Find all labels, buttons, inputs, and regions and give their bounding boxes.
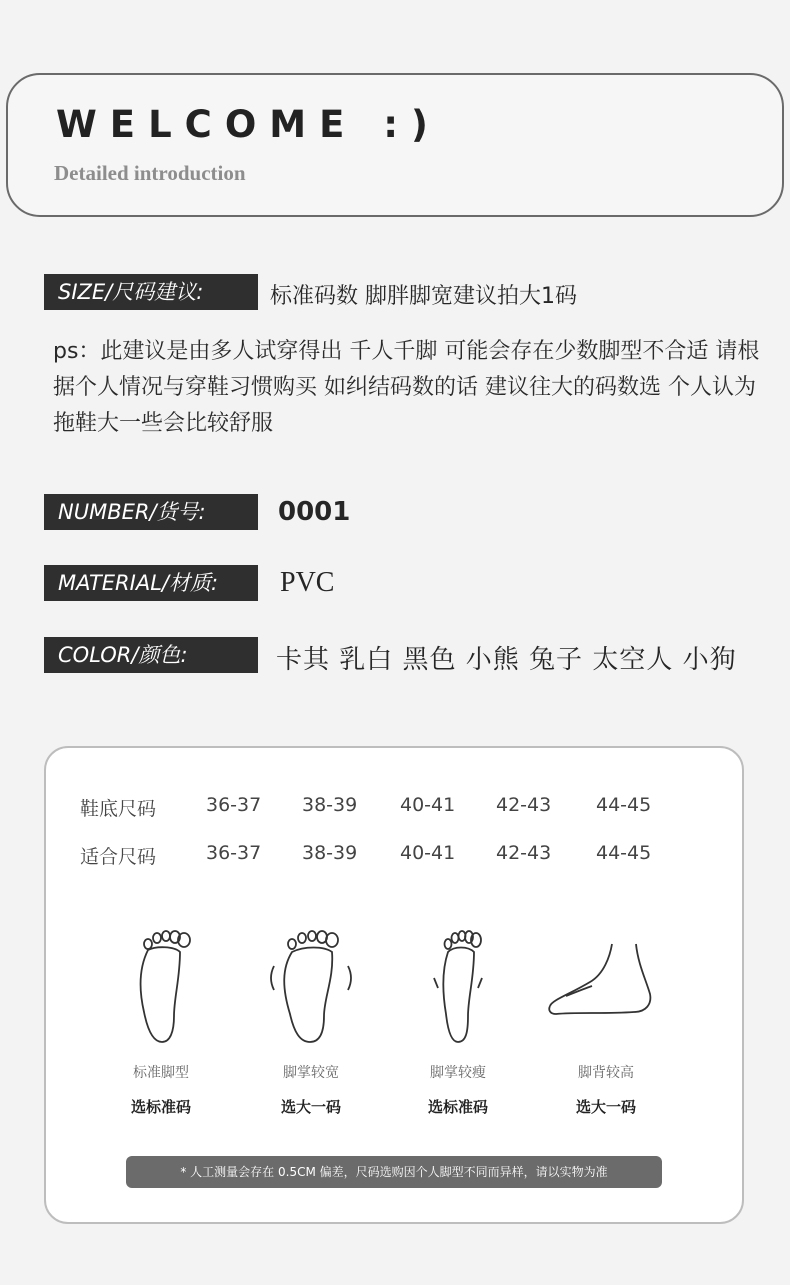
welcome-subtitle: Detailed introduction [54,161,246,185]
size-cell: 40-41 [400,794,456,816]
foot-type-high-instep [546,916,666,1117]
foot-tip: 选大一码 [280,1098,341,1116]
standard-foot-icon [126,916,196,1046]
size-cell: 38-39 [302,794,358,816]
foot-type-thin [398,916,518,1117]
foot-desc: 脚掌较宽 [283,1065,339,1081]
size-value: 标准码数 脚胖脚宽建议拍大1码 [270,284,577,309]
number-label: NUMBER/货号: [44,494,258,530]
color-label: COLOR/颜色: [44,637,258,673]
size-cell: 42-43 [496,794,552,816]
foot-desc: 标准脚型 [133,1065,189,1081]
measurement-note: * 人工测量会存在 0.5CM 偏差，尺码选购因个人脚型不同而异样，请以实物为准 [126,1156,662,1188]
foot-tip: 选大一码 [575,1098,636,1116]
foot-type-standard [101,916,221,1117]
size-cell: 44-45 [596,794,652,816]
row-label: 鞋底尺码 [80,798,157,820]
wide-foot-icon [266,916,356,1046]
foot-tip: 选标准码 [130,1098,191,1116]
welcome-banner [6,73,784,217]
color-value: 卡其 乳白 黑色 小熊 兔子 太空人 小狗 [276,645,737,675]
number-value: 0001 [278,497,351,527]
material-value: PVC [280,567,335,598]
size-cell: 42-43 [496,842,552,864]
foot-desc: 脚掌较瘦 [430,1065,486,1081]
welcome-title: WELCOME :) [56,103,441,146]
row-label: 适合尺码 [80,846,157,868]
material-label: MATERIAL/材质: [44,565,258,601]
size-cell: 36-37 [206,794,262,816]
high-instep-icon [546,916,666,1046]
size-cell: 44-45 [596,842,652,864]
size-cell: 38-39 [302,842,358,864]
foot-tip: 选标准码 [427,1098,488,1116]
foot-type-wide [251,916,371,1117]
size-cell: 40-41 [400,842,456,864]
foot-desc: 脚背较高 [578,1065,634,1081]
size-label: SIZE/尺码建议: [44,274,258,310]
size-chart-card [44,746,744,1224]
size-advice-text: ps：此建议是由多人试穿得出 千人千脚 可能会存在少数脚型不合适 请根据个人情况与穿鞋习惯购买 如纠结码数的话 建议往大的码数选 个人认为拖鞋大一些会比较舒服 [53,339,760,436]
thin-foot-icon [418,916,498,1046]
size-cell: 36-37 [206,842,262,864]
